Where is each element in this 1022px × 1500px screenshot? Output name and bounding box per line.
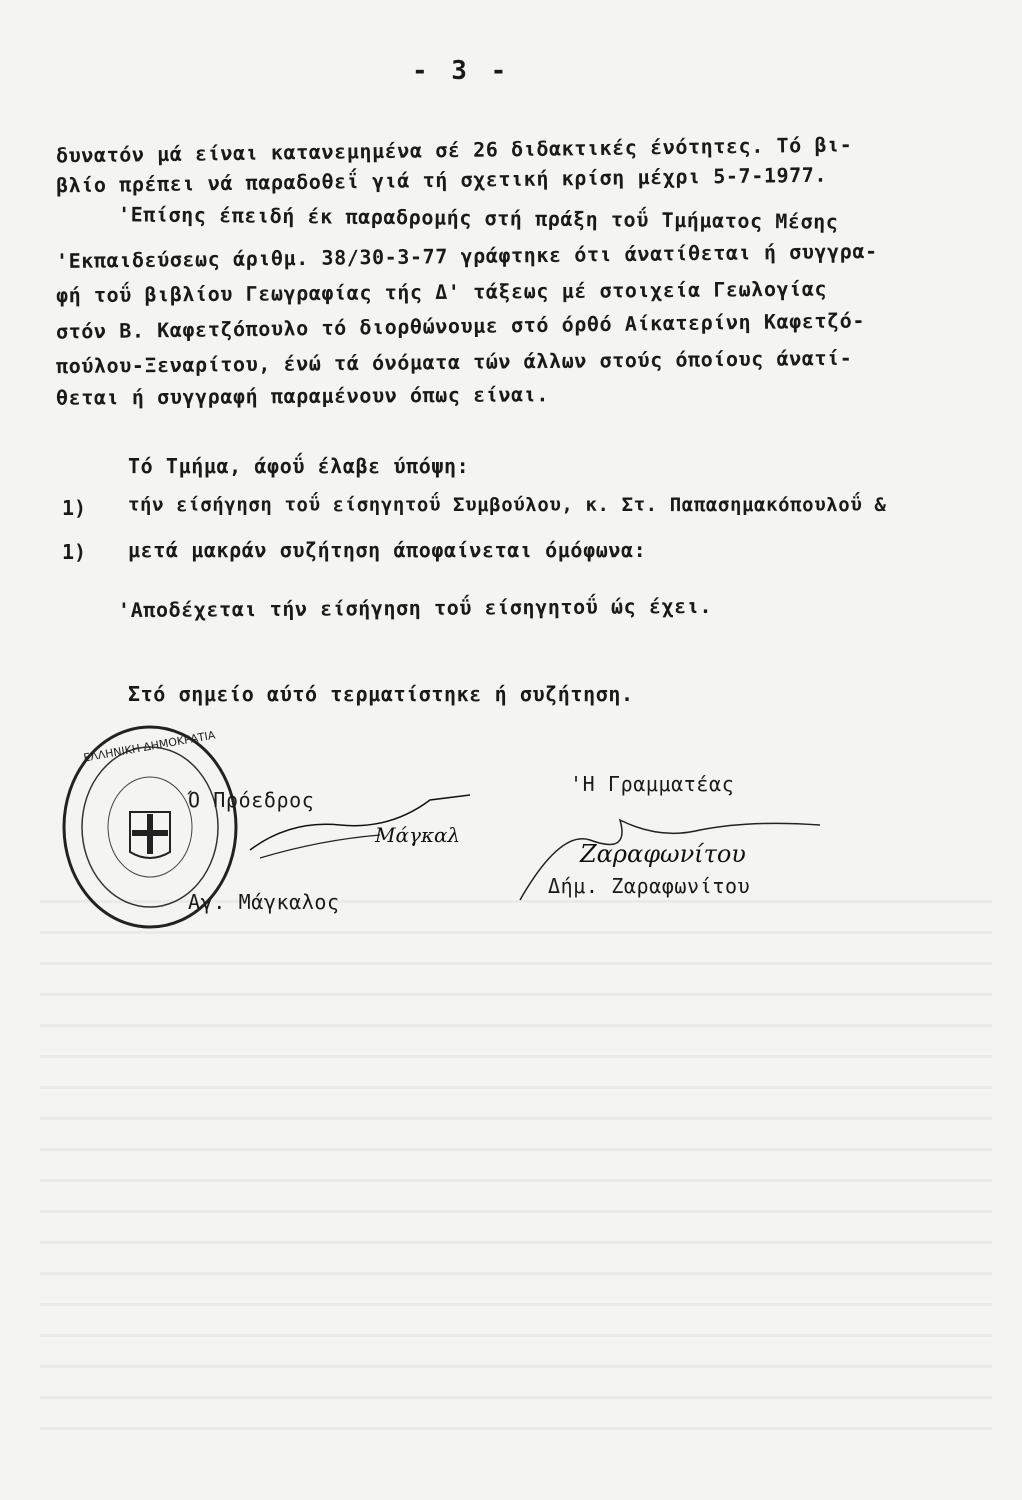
svg-text:Μάγκαλ: Μάγκαλ	[375, 823, 461, 847]
svg-text:Ζαραφωνίτου: Ζαραφωνίτου	[580, 840, 746, 868]
paragraph2-line: πούλου-Ξεναρίτου, ένώ τά όνόματα τών άλλων στούς όποίους άνατί-	[55, 345, 853, 379]
paragraph1-line: βλίο πρέπει νά παραδοθεΐ γιά τή σχετική κρίση μέχρι 5-7-1977.	[55, 162, 828, 198]
show-through-background	[40, 900, 992, 1480]
paragraph2-line: 'Επίσης έπειδή έκ παραδρομής στή πράξη τοΰ Τμήματος Μέσης	[117, 202, 839, 234]
paragraph2-line: 'Εκπαιδεύσεως άριθμ. 38/30-3-77 γράφτηκε ότι άνατίθεται ή συγγρα-	[55, 238, 878, 274]
secretary-name: Δήμ. Ζαραφωνίτου	[548, 874, 751, 898]
page-number: - 3 -	[412, 56, 511, 86]
secretary-title: 'Η Γραμματέας	[570, 772, 735, 796]
paragraph2-line: φή τοΰ βιβλίου Γεωγραφίας τής Δ' τάξεως μέ στοιχεία Γεωλογίας	[55, 276, 828, 308]
svg-text:ΕΛΛΗΝΙΚΗ ΔΗΜΟΚΡΑΤΙΑ: ΕΛΛΗΝΙΚΗ ΔΗΜΟΚΡΑΤΙΑ	[82, 728, 217, 765]
list-item-text: μετά μακράν συζήτηση άποφαίνεται όμόφωνα:	[128, 538, 647, 562]
paragraph1-line: δυνατόν μά είναι κατανεμημένα σέ 26 διδακτικές ένότητες. Τό βι-	[55, 132, 853, 168]
list-item-text: τήν είσήγηση τοΰ είσηγητοΰ Συμβούλου, κ. Στ. Παπασημακόπουλοΰ &	[128, 494, 887, 516]
president-signature	[230, 780, 480, 870]
paragraph2-line: στόν Β. Καφετζόπουλο τό διορθώνουμε στό όρθό Αίκατερίνη Καφετζό-	[55, 308, 866, 344]
list-item-number: 1)	[62, 540, 87, 564]
decision-line: 'Αποδέχεται τήν είσήγηση τοΰ είσηγητοΰ ώς έχει.	[117, 593, 713, 623]
intro-line: Τό Τμήμα, άφοΰ έλαβε ύπόψη:	[128, 454, 470, 478]
list-item-number: 1)	[62, 496, 87, 520]
closing-line: Στό σημείο αύτό τερματίστηκε ή συζήτηση.	[128, 682, 634, 706]
president-title: Ό Πρόεδρος	[188, 788, 315, 812]
paragraph2-line: θεται ή συγγραφή παραμένουν όπως είναι.	[55, 382, 550, 410]
president-name: Αγ. Μάγκαλος	[188, 890, 340, 914]
